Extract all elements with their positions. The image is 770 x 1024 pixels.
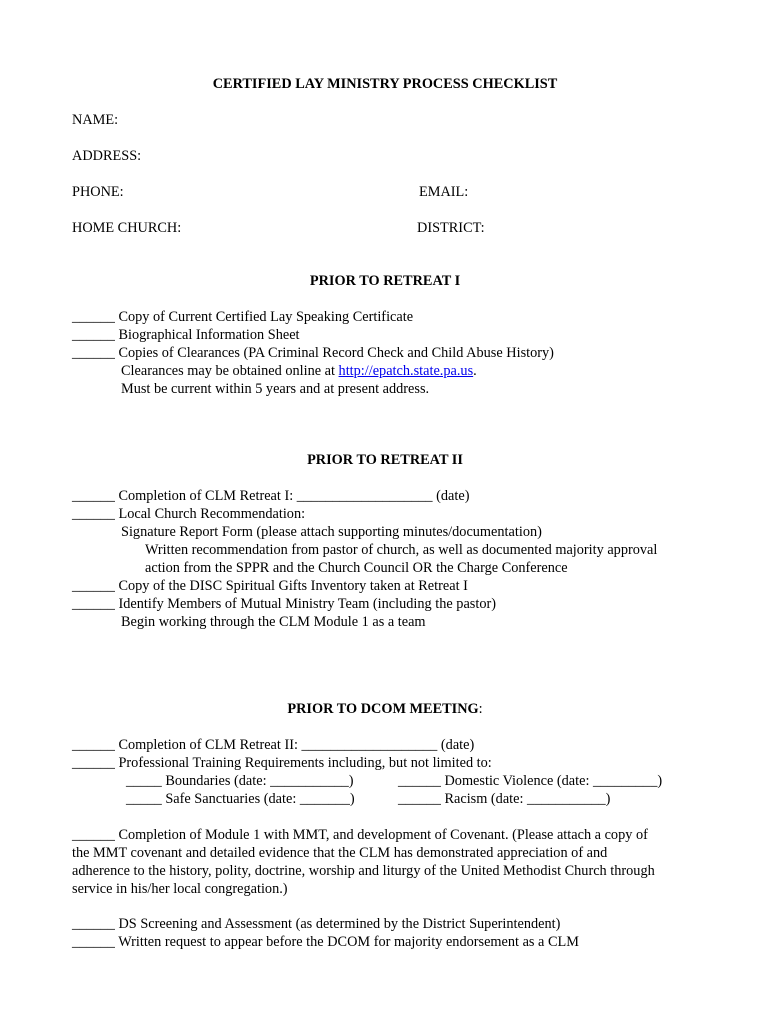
dcom-heading-text: PRIOR TO DCOM MEETING bbox=[287, 701, 479, 717]
dcom-heading bbox=[0, 700, 770, 718]
retreat2-subitem: Signature Report Form (please attach supporting minutes/documentation) bbox=[121, 524, 542, 540]
page-title: CERTIFIED LAY MINISTRY PROCESS CHECKLIST bbox=[212, 76, 558, 92]
training-safe-sanctuaries: _____ Safe Sanctuaries (date: _______) bbox=[126, 791, 355, 807]
retreat1-item: ______ Biographical Information Sheet bbox=[72, 327, 300, 343]
module-paragraph-line: ______ Completion of Module 1 with MMT, and development of Covenant. (Please attach a copy of bbox=[72, 827, 648, 843]
written-request-item: ______ Written request to appear before the DCOM for majority endorsement as a CLM bbox=[72, 934, 579, 950]
retreat2-item: ______ Completion of CLM Retreat I: ___________________ (date) bbox=[72, 488, 470, 504]
retreat1-item: ______ Copy of Current Certified Lay Speaking Certificate bbox=[72, 309, 414, 325]
retreat1-item: ______ Copies of Clearances (PA Criminal Record Check and Child Abuse History) bbox=[72, 345, 554, 361]
training-boundaries: _____ Boundaries (date: ___________) bbox=[126, 773, 354, 789]
clearances-note bbox=[121, 362, 477, 380]
module-paragraph-line: service in his/her local congregation.) bbox=[72, 881, 288, 897]
retreat2-item: ______ Copy of the DISC Spiritual Gifts Inventory taken at Retreat I bbox=[72, 578, 468, 594]
module-paragraph-line: adherence to the history, polity, doctrine, worship and liturgy of the United Methodist Church through bbox=[72, 863, 655, 879]
retreat1-heading: PRIOR TO RETREAT I bbox=[309, 273, 461, 289]
address-field-label: ADDRESS: bbox=[72, 148, 142, 164]
home-church-field-label: HOME CHURCH: bbox=[72, 220, 182, 236]
phone-field-label: PHONE: bbox=[72, 184, 124, 200]
retreat2-subitem: Begin working through the CLM Module 1 as a team bbox=[121, 614, 426, 630]
retreat2-item: ______ Local Church Recommendation: bbox=[72, 506, 306, 522]
retreat2-heading: PRIOR TO RETREAT II bbox=[307, 452, 463, 468]
training-racism: ______ Racism (date: ___________) bbox=[398, 791, 611, 807]
module-paragraph-line: the MMT covenant and detailed evidence that the CLM has demonstrated appreciation of and bbox=[72, 845, 608, 861]
retreat2-subitem: action from the SPPR and the Church Council OR the Charge Conference bbox=[145, 560, 568, 576]
dcom-item: ______ Completion of CLM Retreat II: ___________________ (date) bbox=[72, 737, 475, 753]
epatch-link[interactable]: http://epatch.state.pa.us bbox=[338, 363, 474, 379]
clearances-note-2: Must be current within 5 years and at present address. bbox=[121, 381, 430, 397]
district-field-label: DISTRICT: bbox=[417, 220, 485, 236]
retreat2-subitem: Written recommendation from pastor of church, as well as documented majority approval bbox=[145, 542, 658, 558]
email-field-label: EMAIL: bbox=[419, 184, 469, 200]
clearances-note-period: . bbox=[473, 363, 477, 379]
dcom-heading-colon: : bbox=[478, 701, 483, 717]
training-domestic-violence: ______ Domestic Violence (date: _________) bbox=[398, 773, 663, 789]
retreat2-item: ______ Identify Members of Mutual Ministry Team (including the pastor) bbox=[72, 596, 496, 612]
ds-screening-item: ______ DS Screening and Assessment (as determined by the District Superintendent) bbox=[72, 916, 561, 932]
clearances-note-text: Clearances may be obtained online at bbox=[121, 363, 339, 379]
name-field-label: NAME: bbox=[72, 112, 119, 128]
dcom-item: ______ Professional Training Requirements including, but not limited to: bbox=[72, 755, 492, 771]
